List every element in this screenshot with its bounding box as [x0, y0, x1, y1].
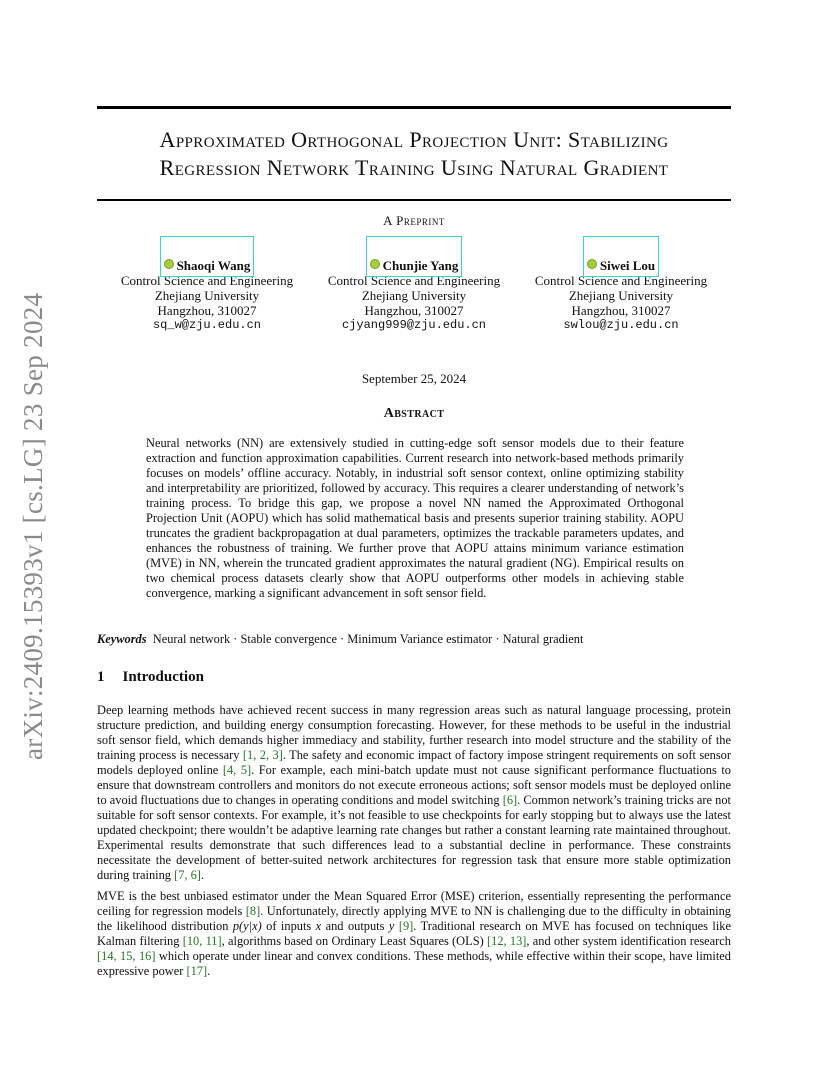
citation-link[interactable]: [14, 15, 16]	[97, 949, 156, 963]
link-highlight-box	[366, 236, 463, 277]
preprint-label: A Preprint	[383, 213, 445, 228]
abstract-body: Neural networks (NN) are extensively studied in cutting-edge soft sensor models due to their feature extraction and function approximation capabilities. Current research into network-based methods primarily focuses on models’ offline accuracy. Notably, in industrial soft sensor context, online optimizing stability and interpretability are prioritized, followed by accuracy. This requires a clearer understanding of network’s training process. To bridge this gap, we propose a novel NN named the Approximated Orthogonal Projection Unit (AOPU) which has solid mathematical basis and presents superior training stability. AOPU truncates the gradient backpropagation at dual parameters, optimizes the trackable parameters updates, and enhances the robustness of training. We further prove that AOPU attains minimum variance estimation (MVE) in NN, wherein the truncated gradient approximates the natural gradient (NG). Empirical results on two chemical process datasets clearly show that AOPU outperforms other models in achieving stable convergence, marking a significant advancement in soft sensor field.	[146, 436, 684, 600]
citation-link[interactable]: [7, 6]	[174, 868, 201, 882]
link-highlight-box	[583, 236, 659, 277]
text-run: which operate under linear and convex conditions. These methods, while effective within their scope, have limited expressive power	[97, 949, 731, 978]
author-block-2	[309, 258, 519, 333]
text-run: .	[200, 868, 205, 882]
author-name: Shaoqi Wang	[176, 258, 251, 273]
author-name-link[interactable]	[585, 258, 657, 273]
citation-link[interactable]: [12, 13]	[487, 934, 527, 948]
math-variable: x	[315, 919, 322, 933]
citation-link[interactable]: [17]	[186, 964, 208, 978]
publication-date: September 25, 2024	[361, 371, 467, 386]
text-run: .	[207, 964, 211, 978]
author-affiliation: Control Science and Engineering	[120, 273, 294, 288]
text-run: . For example, each mini-batch update must not cause significant performance fluctuations to ensure that downstream controllers and monitors do not execute erroneous actions; soft sensor models must be deployed online to avoid fluctuations due to changes in operating conditions and model switching	[97, 763, 732, 807]
text-run: of inputs	[261, 919, 316, 933]
section-number: 1	[97, 669, 105, 685]
text-run: . Unfortunately, directly applying MVE to NN is challenging due to the difficulty in obtaining the likelihood distribution	[97, 904, 731, 933]
abstract-heading: Abstract	[383, 406, 445, 421]
author-email[interactable]: swlou@zju.edu.cn	[563, 318, 679, 332]
citation-link[interactable]: [10, 11]	[182, 934, 222, 948]
author-affiliation: Control Science and Engineering	[534, 273, 708, 288]
author-block-1	[102, 258, 312, 333]
text-run: and outputs	[321, 919, 389, 933]
link-highlight-box	[160, 236, 255, 277]
keywords-label: Keywords	[97, 632, 147, 646]
author-name-link[interactable]	[368, 258, 461, 273]
citation-link[interactable]: [6]	[502, 793, 518, 807]
title-line-1: Approximated Orthogonal Projection Unit: Stabilizing	[159, 127, 669, 152]
text-run: , algorithms based on Ordinary Least Squares (OLS)	[221, 934, 487, 948]
author-email[interactable]: cjyang999@zju.edu.cn	[341, 318, 487, 332]
author-name: Chunjie Yang	[382, 258, 459, 273]
text-run: MVE is the best unbiased estimator under the Mean Squared Error (MSE) criterion, essentially representing the performance ceiling for regression models	[97, 889, 731, 918]
citation-link[interactable]: [4, 5]	[222, 763, 252, 777]
author-block-3	[516, 258, 726, 333]
citation-link[interactable]: [9]	[398, 919, 414, 933]
text-run: Deep learning methods have achieved recent success in many regression areas such as natural language processing, protein structure prediction, and building energy consumption forecasting. However, for these methods to be useful in the industrial soft sensor field, which demands higher immediacy and stability, further research into model structure and the stability of the training process is necessary	[97, 703, 731, 762]
intro-paragraph-1	[97, 703, 731, 883]
author-affiliation: Control Science and Engineering	[327, 273, 501, 288]
intro-paragraph-2	[97, 889, 731, 979]
math-expression: p(y|x)	[232, 919, 262, 933]
section-title: Introduction	[122, 669, 204, 685]
citation-link[interactable]: [8]	[245, 904, 261, 918]
text-run: . Common network’s training tricks are not suitable for soft sensor contexts. For example, it’s not feasible to use checkpoints for early stopping but to always use the latest updated checkpoint; there wouldn’t be adaptive learning rate changes but rather a constant learning rate maintained throughout. Experimental results demonstrate that such differences lead to a substantial decline in performance. These constraints necessitate the development of better-suited network architectures for regression task that ensure more stable optimization during training	[97, 793, 731, 882]
keywords-list: Neural network · Stable convergence · Minimum Variance estimator · Natural gradient	[152, 632, 584, 646]
title-rule-top	[97, 106, 731, 109]
paper-title	[97, 126, 731, 182]
math-variable: y	[388, 919, 395, 933]
author-city: Hangzhou, 310027	[364, 303, 464, 318]
text-run: . The safety and economic impact of factory impose stringent requirements on soft sensor models deployed online	[97, 748, 731, 777]
author-email[interactable]: sq_w@zju.edu.cn	[152, 318, 262, 332]
author-city: Hangzhou, 310027	[157, 303, 257, 318]
citation-link[interactable]: [1, 2, 3]	[242, 748, 283, 762]
author-university: Zhejiang University	[568, 288, 674, 303]
keywords-line	[97, 632, 731, 647]
text-run: . Traditional research on MVE has focused on techniques like Kalman filtering	[97, 919, 731, 948]
text-run: , and other system identification research	[526, 934, 731, 948]
title-line-2: Regression Network Training Using Natural Gradient	[159, 155, 669, 180]
section-heading-introduction	[97, 669, 204, 686]
arxiv-identifier: arXiv:2409.15393v1 [cs.LG] 23 Sep 2024	[18, 292, 48, 760]
author-university: Zhejiang University	[154, 288, 260, 303]
author-name: Siwei Lou	[599, 258, 656, 273]
author-name-link[interactable]	[162, 258, 253, 273]
author-city: Hangzhou, 310027	[571, 303, 671, 318]
author-university: Zhejiang University	[361, 288, 467, 303]
title-rule-bottom	[97, 199, 731, 201]
